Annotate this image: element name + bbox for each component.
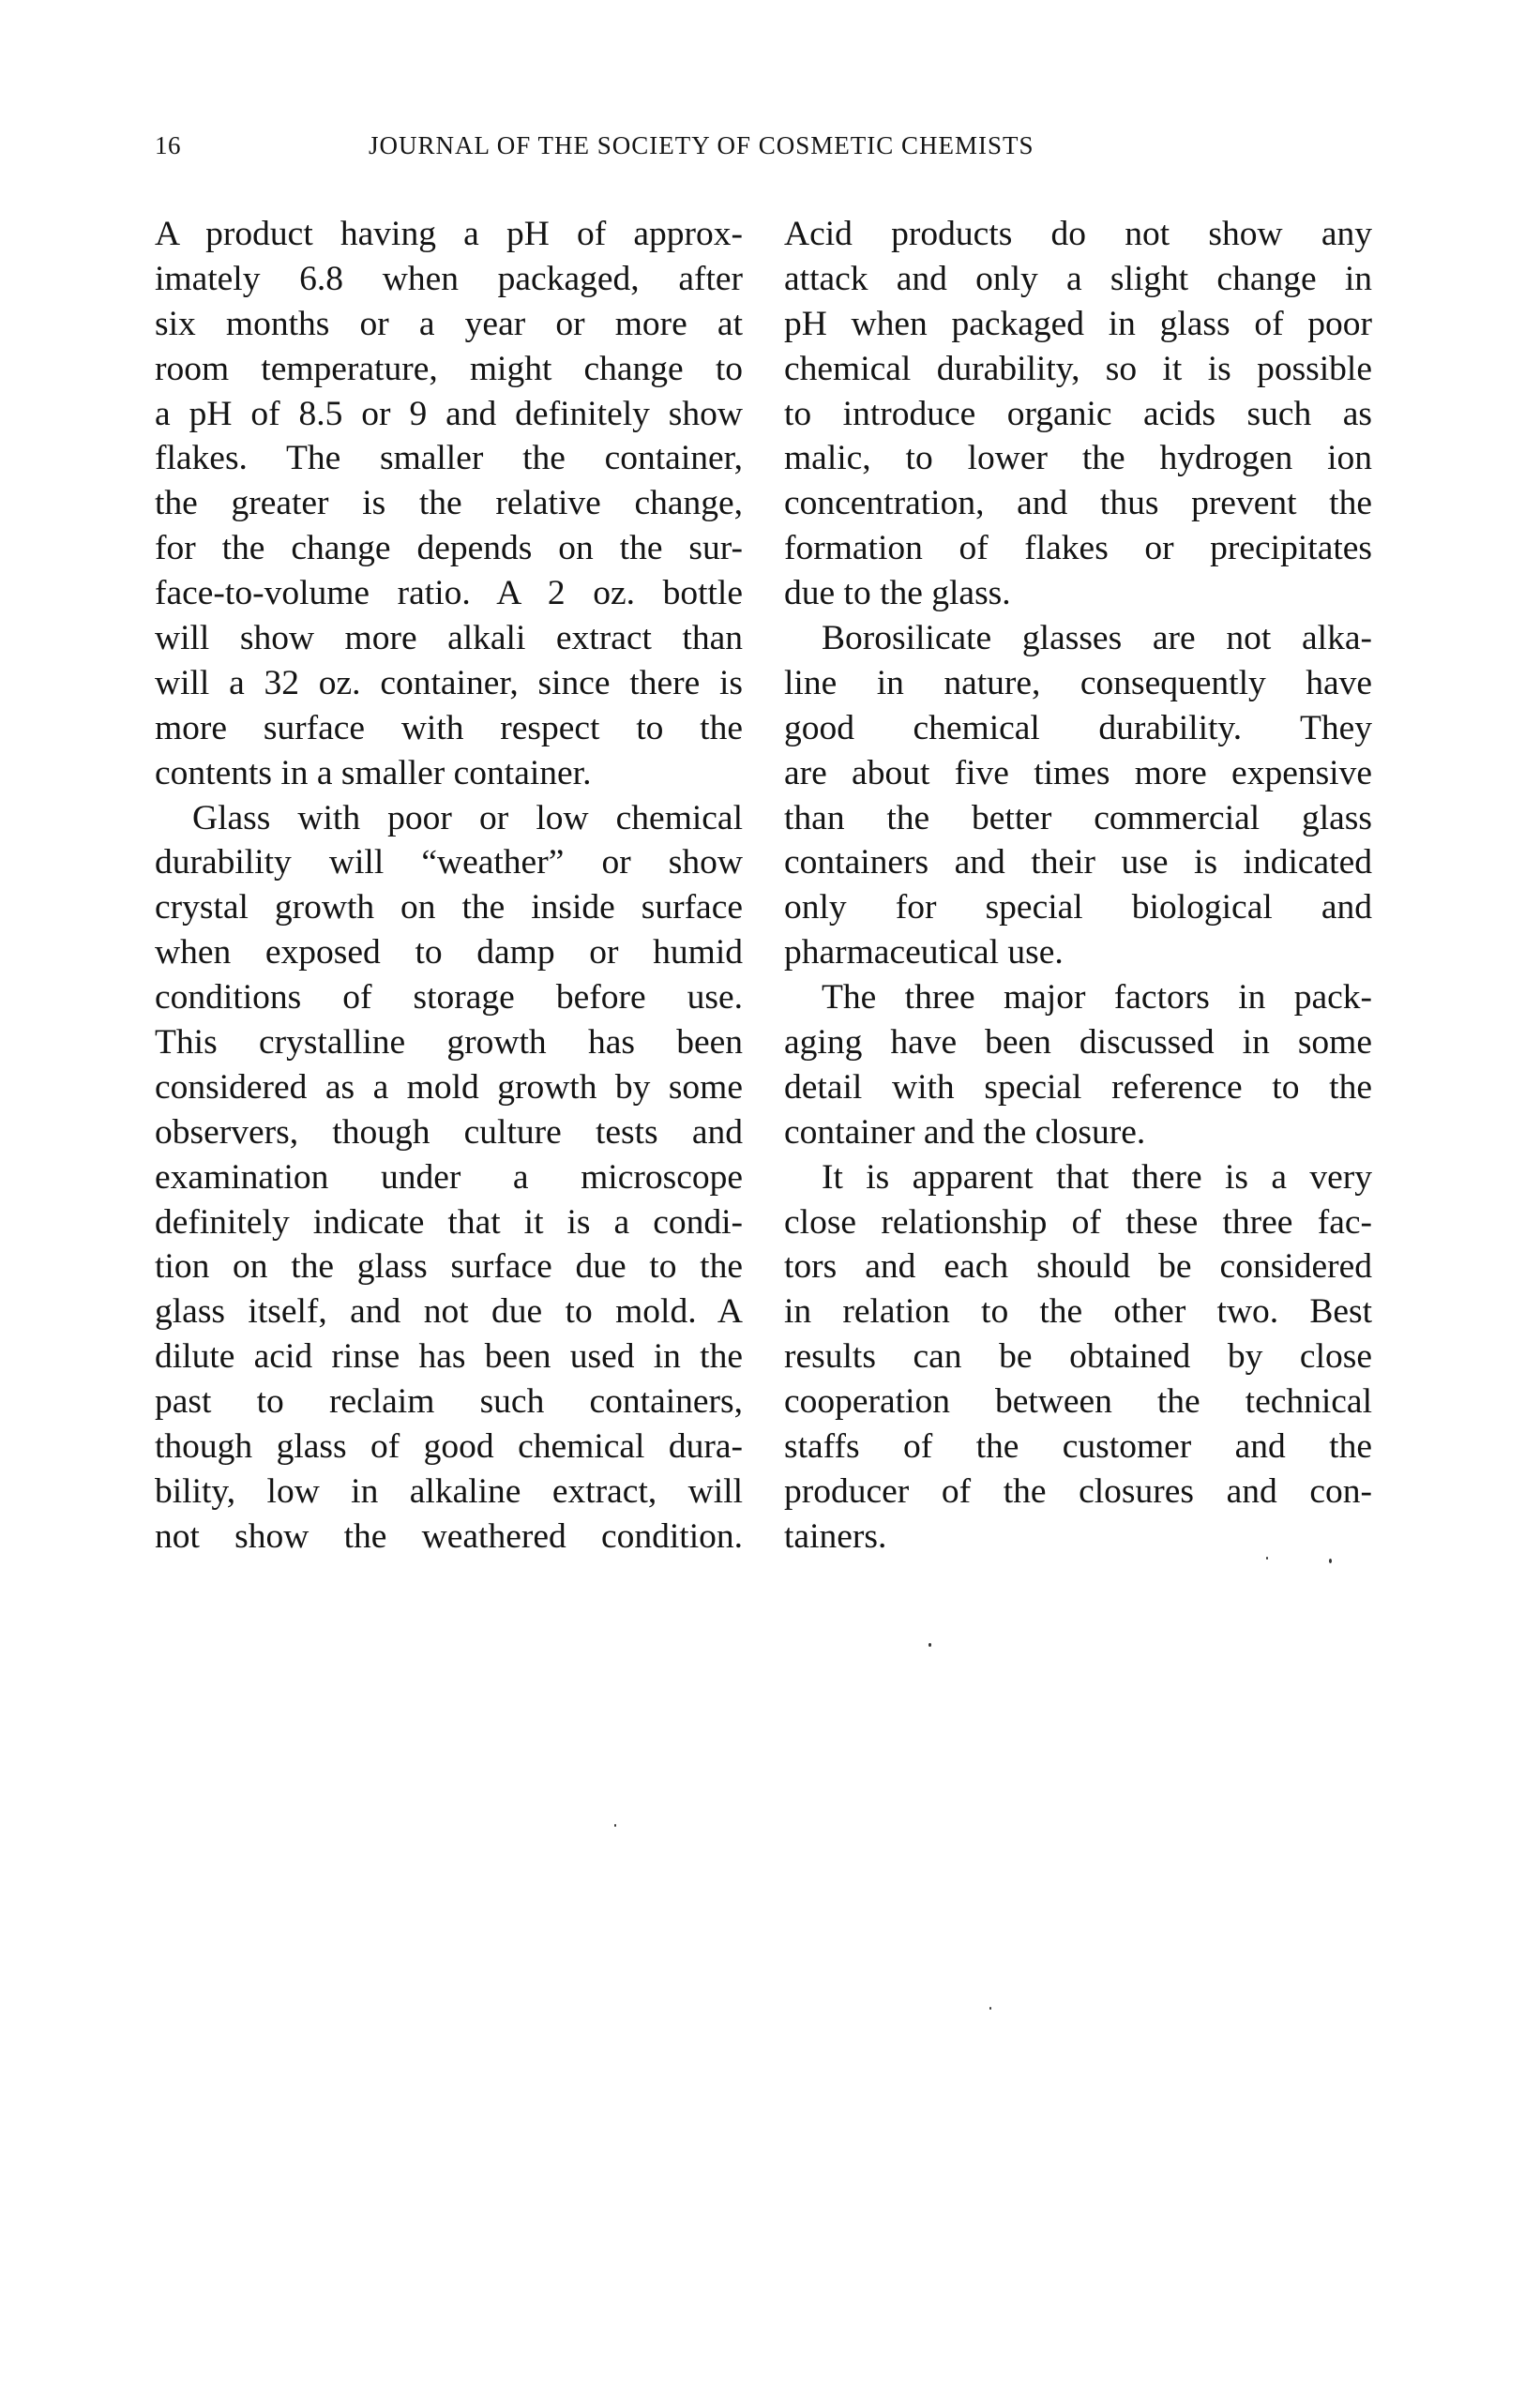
text-line: containers and their use is indicated [784, 843, 1372, 882]
text-line: results can be obtained by close [784, 1337, 1372, 1377]
page-number: 16 [155, 131, 181, 159]
text-line: than the better commercial glass [784, 798, 1372, 837]
text-line: observers, though culture tests and [155, 1112, 743, 1152]
text-line: tion on the glass surface due to the [155, 1247, 743, 1287]
text-line: conditions of storage before use. [155, 978, 743, 1018]
text-line: not show the weathered condition. [155, 1516, 743, 1556]
text-line: in relation to the other two. Best [784, 1292, 1372, 1332]
text-line: past to reclaim such containers, [155, 1382, 743, 1422]
text-line: dilute acid rinse has been used in the [155, 1337, 743, 1377]
text-line: crystal growth on the inside surface [155, 888, 743, 927]
text-line: malic, to lower the hydrogen ion [784, 439, 1372, 478]
scan-speck [614, 1824, 616, 1827]
paragraph-first-line: Glass with poor or low chemical [192, 798, 743, 837]
right-column [784, 212, 1372, 1560]
paragraph-first-line: The three major factors in pack- [822, 978, 1372, 1018]
scan-speck [1266, 1557, 1268, 1560]
text-line: will a 32 oz. container, since there is [155, 663, 743, 702]
text-line: to introduce organic acids such as [784, 394, 1372, 433]
text-line: tainers. [784, 1516, 887, 1556]
text-line: flakes. The smaller the container, [155, 439, 743, 478]
text-line: a pH of 8.5 or 9 and definitely show [155, 394, 743, 433]
text-line: chemical durability, so it is possible [784, 349, 1372, 388]
text-line: glass itself, and not due to mold. A [155, 1292, 743, 1332]
text-line: the greater is the relative change, [155, 484, 743, 523]
scan-speck [989, 2007, 991, 2010]
text-line: when exposed to damp or humid [155, 933, 743, 972]
text-line: pharmaceutical use. [784, 933, 1064, 972]
text-line: close relationship of these three fac- [784, 1202, 1372, 1242]
text-line: face-to-volume ratio. A 2 oz. bottle [155, 574, 743, 613]
text-line: considered as a mold growth by some [155, 1067, 743, 1107]
text-line: Acid products do not show any [784, 215, 1372, 253]
text-line: for the change depends on the sur- [155, 529, 743, 568]
text-line: more surface with respect to the [155, 708, 743, 747]
paragraph-first-line: It is apparent that there is a very [822, 1157, 1372, 1197]
text-line: staffs of the customer and the [784, 1427, 1372, 1467]
text-line: only for special biological and [784, 888, 1372, 927]
text-line: formation of flakes or precipitates [784, 529, 1372, 568]
left-column [155, 212, 743, 1560]
text-line: definitely indicate that it is a condi- [155, 1202, 743, 1242]
text-line: durability will “weather” or show [155, 843, 743, 882]
text-line: concentration, and thus prevent the [784, 484, 1372, 523]
text-line: imately 6.8 when packaged, after [155, 259, 743, 298]
journal-title: JOURNAL OF THE SOCIETY OF COSMETIC CHEMISTS [369, 131, 1034, 159]
text-line: This crystalline growth has been [155, 1023, 743, 1063]
text-line: though glass of good chemical dura- [155, 1427, 743, 1467]
text-line: aging have been discussed in some [784, 1023, 1372, 1063]
text-line: due to the glass. [784, 574, 1011, 613]
text-line: A product having a pH of approx- [155, 215, 743, 253]
text-line: good chemical durability. They [784, 708, 1372, 747]
paragraph-first-line: Borosilicate glasses are not alka- [822, 619, 1372, 658]
scan-speck [1329, 1559, 1332, 1563]
scan-speck [929, 1643, 931, 1647]
text-line: producer of the closures and con- [784, 1471, 1372, 1511]
text-line: attack and only a slight change in [784, 259, 1372, 298]
running-head [155, 131, 1374, 169]
text-line: contents in a smaller container. [155, 753, 592, 792]
text-line: bility, low in alkaline extract, will [155, 1471, 743, 1511]
text-line: container and the closure. [784, 1112, 1146, 1152]
text-line: cooperation between the technical [784, 1382, 1372, 1422]
text-line: six months or a year or more at [155, 304, 743, 343]
text-line: examination under a microscope [155, 1157, 743, 1197]
text-line: room temperature, might change to [155, 349, 743, 388]
text-line: pH when packaged in glass of poor [784, 304, 1372, 343]
text-line: are about five times more expensive [784, 753, 1372, 792]
text-line: will show more alkali extract than [155, 619, 743, 658]
text-line: detail with special reference to the [784, 1067, 1372, 1107]
text-line: line in nature, consequently have [784, 663, 1372, 702]
text-line: tors and each should be considered [784, 1247, 1372, 1287]
